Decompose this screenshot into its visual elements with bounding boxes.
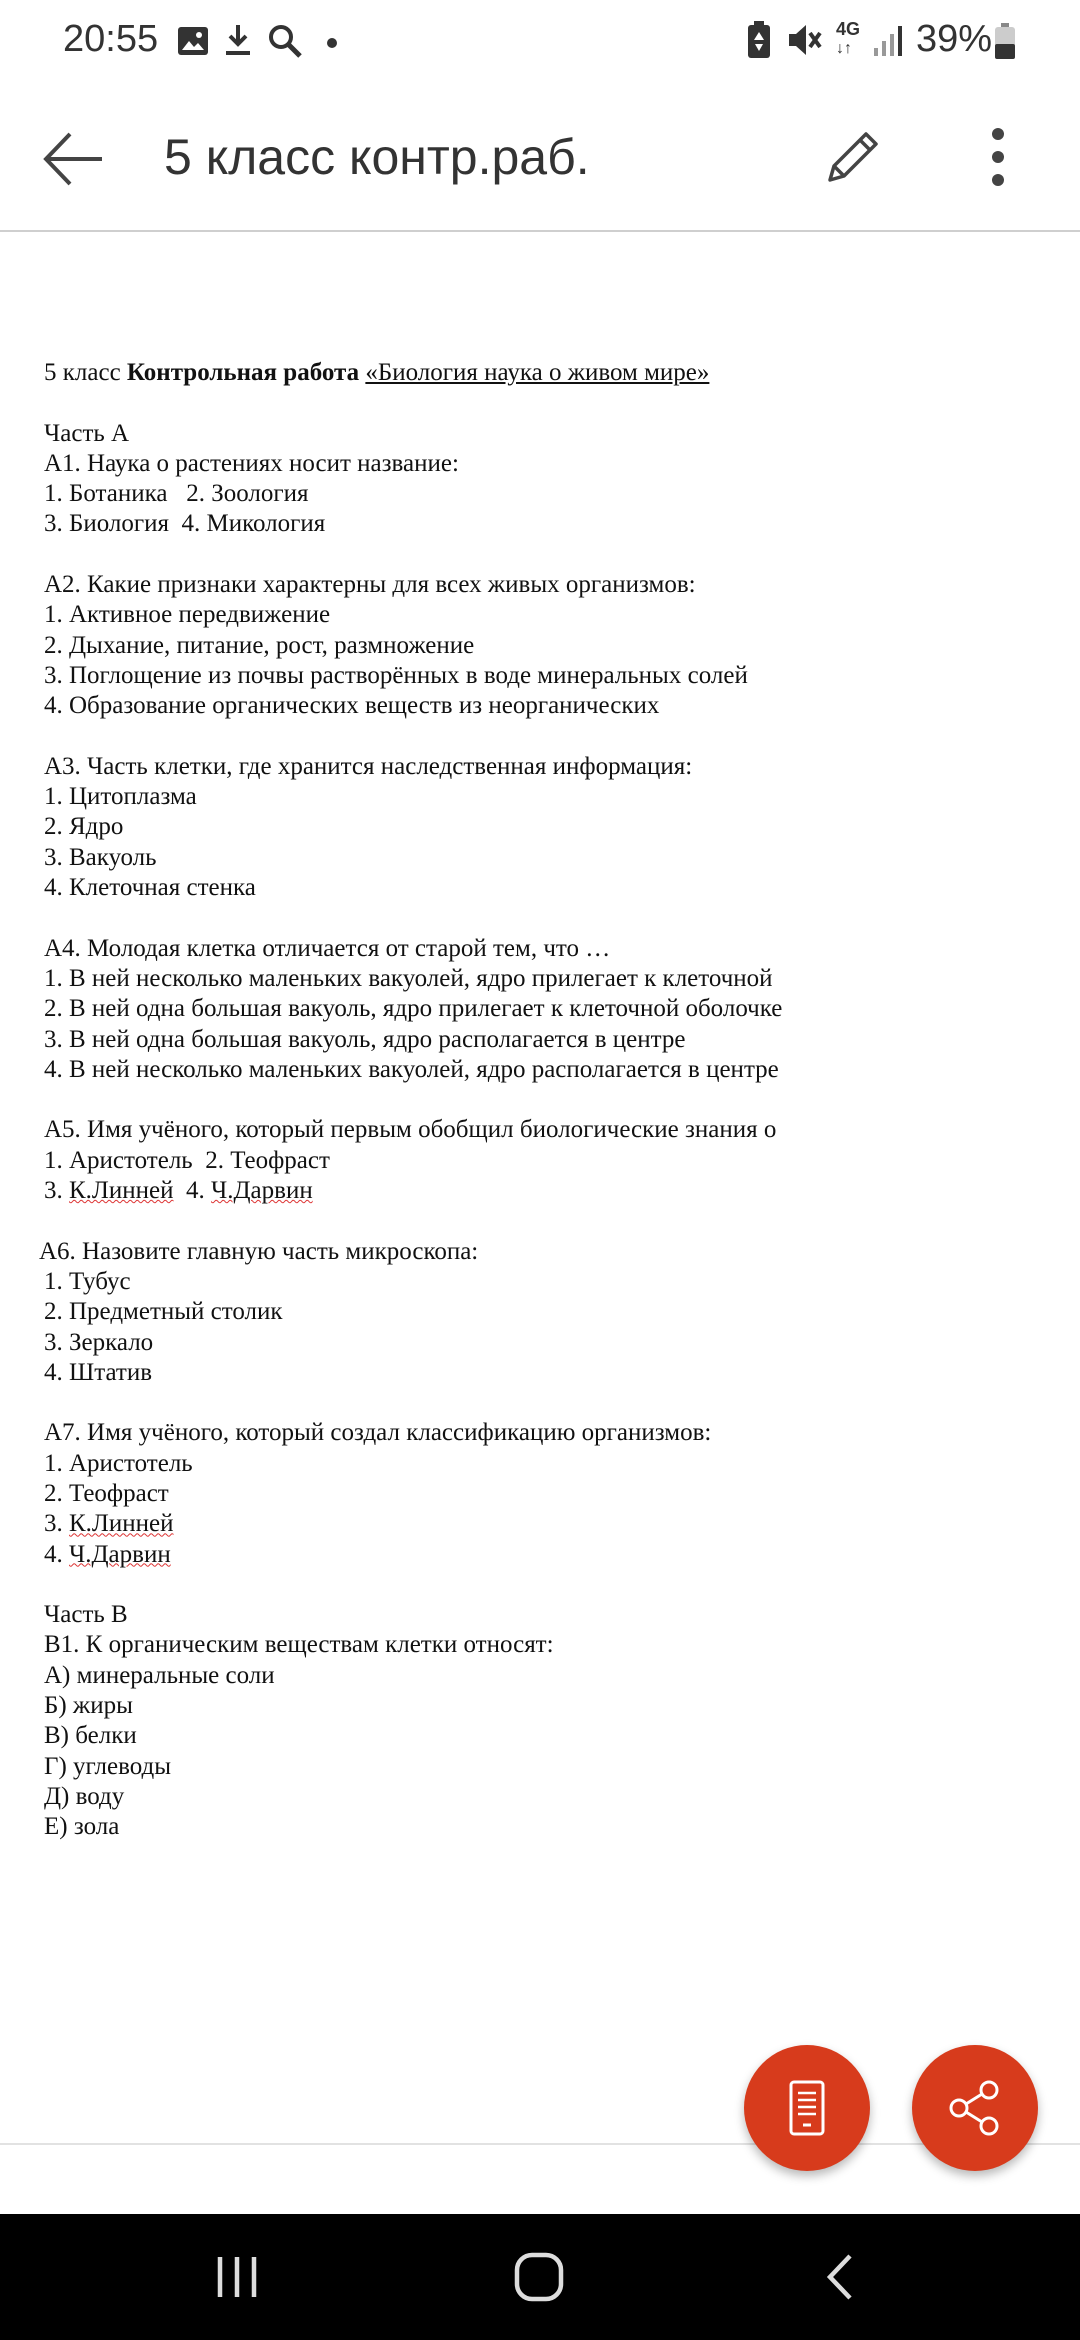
reading-mode-button[interactable] <box>744 2045 870 2171</box>
answer-option: 4. Клеточная стенка <box>44 874 256 902</box>
recents-button[interactable] <box>202 2244 272 2310</box>
share-button[interactable] <box>912 2045 1038 2171</box>
question-a2: А2. Какие признаки характерны для всех живых организмов: <box>44 571 696 599</box>
blank-line <box>44 1570 1044 1600</box>
answer-line <box>44 1176 1044 1206</box>
more-options-button[interactable] <box>968 122 1028 192</box>
home-icon <box>504 2244 574 2310</box>
question-a5: А5. Имя учёного, который первым обобщил биологические знания о <box>44 1116 777 1144</box>
blank-line <box>44 540 1044 570</box>
answer-option: 2. Теофраст <box>44 1479 169 1507</box>
answer-option <box>44 1509 1044 1539</box>
answer-option: Е) зола <box>44 1813 120 1841</box>
misspelled-word: Ч.Дарвин <box>211 1177 313 1205</box>
recents-icon <box>202 2244 272 2310</box>
blank-line <box>44 1085 1044 1115</box>
more-vert-icon <box>968 122 1028 192</box>
status-time: 20:55 <box>63 18 159 60</box>
blank-line <box>44 903 1044 933</box>
battery-saver-icon <box>746 20 772 65</box>
page-title: 5 класс контр.раб. <box>164 129 590 185</box>
answer-option: 2. Ядро <box>44 813 124 841</box>
network-type: 4G ↓↑ <box>836 19 861 57</box>
battery-icon <box>994 22 1016 65</box>
signal-icon <box>872 24 904 63</box>
question-a4: А4. Молодая клетка отличается от старой тем, что … <box>44 934 611 962</box>
misspelled-word: К.Линней <box>69 1177 174 1205</box>
part-a-label: Часть А <box>44 419 130 447</box>
answer-option: А) минеральные соли <box>44 1661 275 1689</box>
document-text <box>39 358 1044 1843</box>
document-mobile-icon <box>777 2078 837 2138</box>
answer-option: 2. Предметный столик <box>44 1298 283 1326</box>
answer-option: 3. Вакуоль <box>44 843 157 871</box>
question-a7: А7. Имя учёного, который создал классификацию организмов: <box>44 1419 712 1447</box>
mute-icon <box>786 22 824 63</box>
navigation-bar <box>0 2214 1080 2340</box>
answer-option: 3. Зеркало <box>44 1328 154 1356</box>
question-a6: А6. Назовите главную часть микроскопа: <box>39 1237 479 1265</box>
answer-option: 3. Поглощение из почвы растворённых в воде минеральных солей <box>44 661 748 689</box>
part-b-label: Часть В <box>44 1601 128 1629</box>
answer-option: 4. Штатив <box>44 1358 153 1386</box>
network-label: 4G <box>836 19 861 39</box>
answer-option: 1. Тубус <box>44 1267 131 1295</box>
question-a1: А1. Наука о растениях носит название: <box>44 449 459 477</box>
answer-line: 3. Биология 4. Микология <box>44 510 326 538</box>
nav-back-button[interactable] <box>806 2244 876 2310</box>
share-icon <box>945 2078 1005 2138</box>
download-icon <box>222 22 254 63</box>
answer-line: 1. Аристотель 2. Теофраст <box>44 1146 330 1174</box>
blank-line <box>44 1388 1044 1418</box>
answer-option: 1. Активное передвижение <box>44 601 331 629</box>
question-a3: А3. Часть клетки, где хранится наследственная информация: <box>44 752 693 780</box>
blank-line <box>44 388 1044 418</box>
answer-option <box>44 1540 1044 1570</box>
answer-option: 3. В ней одна большая вакуоль, ядро располагается в центре <box>44 1025 686 1053</box>
edit-button[interactable] <box>818 122 888 192</box>
question-b1: В1. К органическим веществам клетки относят: <box>44 1631 554 1659</box>
answer-option: Б) жиры <box>44 1692 133 1720</box>
heading-prefix: 5 класс <box>44 359 127 386</box>
misspelled-word: К.Линней <box>69 1510 174 1538</box>
answer-option: Д) воду <box>44 1782 125 1810</box>
heading-topic: «Биология наука о живом мире» <box>365 359 710 386</box>
back-arrow-icon <box>40 124 110 194</box>
document-heading <box>44 358 1044 388</box>
option-prefix: 3. <box>44 1177 69 1205</box>
back-chevron-icon <box>806 2244 876 2310</box>
divider <box>0 2143 1080 2145</box>
answer-option: 2. Дыхание, питание, рост, размножение <box>44 631 475 659</box>
dot-icon <box>326 36 338 54</box>
back-button[interactable] <box>40 124 110 194</box>
app-bar <box>0 84 1080 232</box>
option-prefix: 4. <box>44 1540 69 1568</box>
blank-line <box>44 1206 1044 1236</box>
image-icon <box>176 24 210 63</box>
document-view[interactable] <box>0 232 1080 2142</box>
answer-option: В) белки <box>44 1722 137 1750</box>
answer-option: Г) углеводы <box>44 1752 172 1780</box>
answer-option: 1. В ней несколько маленьких вакуолей, ядро прилегает к клеточной <box>44 964 773 992</box>
answer-line: 1. Ботаника 2. Зоология <box>44 480 309 508</box>
option-prefix: 3. <box>44 1510 69 1538</box>
search-icon <box>266 22 304 65</box>
option-prefix: 4. <box>173 1177 211 1205</box>
answer-option: 4. В ней несколько маленьких вакуолей, ядро располагается в центре <box>44 1055 779 1083</box>
heading-bold: Контрольная работа <box>126 359 360 386</box>
answer-option: 1. Цитоплазма <box>44 783 197 811</box>
answer-option: 1. Аристотель <box>44 1449 193 1477</box>
misspelled-word: Ч.Дарвин <box>69 1540 171 1568</box>
battery-percent: 39% <box>916 18 993 60</box>
status-bar <box>0 0 1080 84</box>
pencil-icon <box>818 122 888 192</box>
blank-line <box>44 722 1044 752</box>
home-button[interactable] <box>504 2244 574 2310</box>
answer-option: 4. Образование органических веществ из неорганических <box>44 692 660 720</box>
answer-option: 2. В ней одна большая вакуоль, ядро прилегает к клеточной оболочке <box>44 995 783 1023</box>
